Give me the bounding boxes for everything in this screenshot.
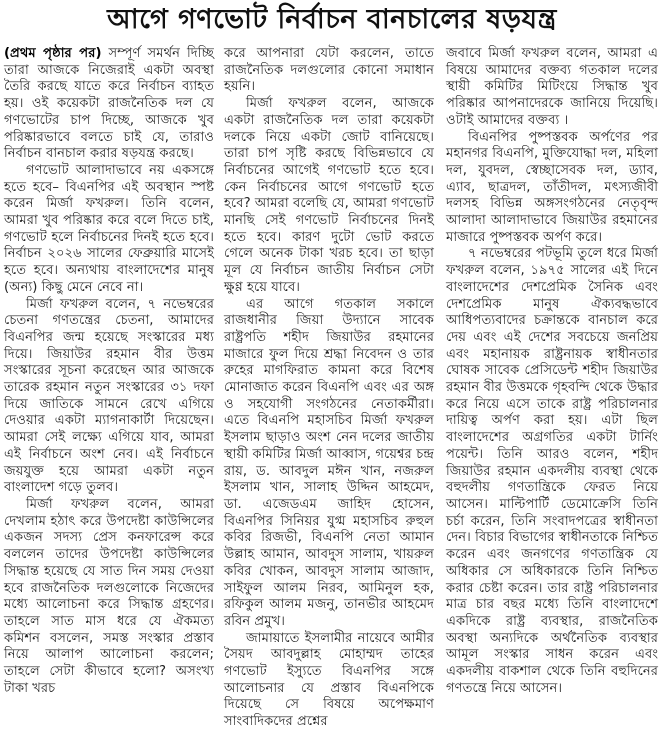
continued-from-label: (প্রথম পৃষ্ঠার পর) [4, 46, 102, 61]
article-paragraph: জামায়াতে ইসলামীর নায়েবে আমীর সৈয়দ আবদুল্লাহ মোহাম্মদ তাহের গণভোট ইস্যুতে বিএনপির সঙ্গে আলোচনার যে প্রস্তাব বিএনপিকে দিয়েছে সে বিষয়ে অপেক্ষমাণ সাংবাদিকদের প্রশ্নের [224, 630, 434, 730]
article-paragraph: জবাবে মির্জা ফখরুল বলেন, আমরা এ বিষয়ে আমাদের বক্তব্য গতকাল দলের স্থায়ী কমিটির মিটিংয়ে সিদ্ধান্ত খুব পরিষ্কার আপনাদেরকে জানিয়ে দিয়েছি। ওটাই আমাদের বক্তব্য । [446, 46, 658, 128]
article-column-3 [446, 46, 658, 706]
headline: আগে গণভোট নির্বাচন বানচালের ষড়যন্ত্র [107, 4, 557, 35]
article-column-1 [4, 46, 214, 706]
article-paragraph [4, 46, 214, 163]
article-paragraph: এর আগে গতকাল সকালে রাজধানীর জিয়া উদ্যানে সাবেক রাষ্ট্রপতি শহীদ জিয়াউর রহমানের মাজারে ফুল দিয়ে শ্রদ্ধা নিবেদন ও তার রুহের মাগফিরাত কামনা করে বিশেষ মোনাজাত করেন বিএনপি এবং এর অঙ্গ ও সহযোগী সংগঠনের নেতাকর্মীরা। এতে বিএনপি মহাসচিব মির্জা ফখরুল ইসলাম ছাড়াও অংশ নেন দলের জাতীয় স্থায়ী কমিটির মির্জা আব্বাস, গয়েশ্বর চন্দ্র রায়, ড. আবদুল মঈন খান, নজরুল ইসলাম খান, সালাহ উদ্দিন আহমেদ, ডা. এজেডএম জাহিদ হোসেন, বিএনপির সিনিয়র যুগ্ম মহাসচিব রুহুল কবির রিজভী, বিএনপি নেতা আমান উল্লাহ আমান, আবদুস সালাম, খায়রুল কবির খোকন, আবদুস সালাম আজাদ, সাইফুল আলম নিরব, আমিনুল হক, রফিকুল আলম মজনু, তানভীর আহমেদ রবিন প্রমুখ। [224, 296, 434, 629]
article-paragraph: মির্জা ফখরুল বলেন, আজকে একটা রাজনৈতিক দল তারা কয়েকটা দলকে নিয়ে একটা জোট বানিয়েছে। তারা চাপ সৃষ্টি করছে বিভিন্নভাবে যে নির্বাচনের আগেই গণভোট হতে হবে। কেন নির্বাচনের আগে গণভোট হতে হবে? আমরা বলেছি যে, আমরা গণভোট মানছি সেই গণভোট নির্বাচনের দিনই হতে হবে। কারণ দুটো ভোট করতে গেলে অনেক টাকা খরচ হবে। তা ছাড়া মূল যে নির্বাচন জাতীয় নির্বাচন সেটা ক্ষুণ্ণ হয়ে যাবে। [224, 96, 434, 295]
article-column-2 [224, 46, 434, 730]
article-paragraph: বিএনপির পুষ্পস্তবক অর্পণের পর মহানগর বিএনপি, মুক্তিযোদ্ধা দল, মহিলা দল, যুবদল, স্বেচ্ছাসেবক দল, ড্যাব, এ্যাব, ছাত্রদল, তাঁতীদল, মৎস্যজীবী দলসহ বিভিন্ন অঙ্গসংগঠনের নেতৃবৃন্দ আলাদা আলাদাভাবে জিয়াউর রহমানের মাজারে পুষ্পস্তবক অর্পণ করে। [446, 129, 658, 245]
article-paragraph: মির্জা ফখরুল বলেন, ৭ নভেম্বরের চেতনা গণতন্ত্রের চেতনা, আমাদের বিএনপির জন্ম হয়েছে সংস্কারের মধ্য দিয়ে। জিয়াউর রহমান বীর উত্তম সংস্কারের সূচনা করেছেন আর আজকে তারেক রহমান নতুন সংস্কারের ৩১ দফা দিয়ে জাতিকে সামনে রেখে এগিয়ে দেওয়ার একটা ম্যাগনাকার্টা দিয়েছেন। আমরা সেই লক্ষ্যে এগিয়ে যাব, আমরা এই নির্বাচনে অংশ নেব। এই নির্বাচনে জয়যুক্ত হয়ে আমরা একটা নতুন বাংলাদেশ গড়ে তুলব। [4, 296, 214, 496]
article-paragraph: গণভোট আলাদাভাবে নয় একসঙ্গে হতে হবে– বিএনপির এই অবস্থান স্পষ্ট করেন মির্জা ফখরুল। তিনি বলেন, আমরা খুব পরিষ্কার করে বলে দিতে চাই, গণভোট হলে নির্বাচনের দিনই হতে হবে। নির্বাচন ২০২৬ সালের ফেব্রুয়ারি মাসেই হতে হবে। অন্যথায় বাংলাদেশের মানুষ (অন্য) কিছু মেনে নেবে না। [4, 162, 214, 295]
article-paragraph: মির্জা ফখরুল বলেন, আমরা দেখলাম হঠাৎ করে উপদেষ্টা কাউন্সিলের একজন সদস্য প্রেস কনফারেন্স করে বললেন তাদের উপদেষ্টা কাউন্সিলের সিদ্ধান্ত হয়েছে যে সাত দিন সময় দেওয়া হবে রাজনৈতিক দলগুলোকে নিজেদের মধ্যে আলোচনা করে সিদ্ধান্ত গ্রহণের। তাহলে সাত মাস ধরে যে ঐকমত্য কমিশন বসলেন, সমস্ত সংস্কার প্রস্তাব নিয়ে আলাপ আলোচনা করলেন; তাহলে সেটা কীভাবে হলো? অসংখ্য টাকা খরচ [4, 496, 214, 696]
paragraph-text: সম্পূর্ণ সমর্থন দিচ্ছি তারা আজকে নিজেরাই একটা অবস্থা তৈরি করছে যাতে করে নির্বাচন ব্যাহত হয়। ওই কয়েকটা রাজনৈতিক দল যে গণভোটের চাপ দিচ্ছে, আজকে খুব পরিষ্কারভাবে বলতে চাই যে, তারাও নির্বাচন বানচাল করার ষড়যন্ত্র করছে। [4, 46, 214, 162]
article-paragraph: ৭ নভেম্বরের পটভূমি তুলে ধরে মির্জা ফখরুল বলেন, ১৯৭৫ সালের এই দিনে বাংলাদেশের দেশপ্রেমিক সৈনিক এবং দেশপ্রেমিক মানুষ ঐক্যবদ্ধভাবে আধিপত্যবাদের চক্রান্তকে বানচাল করে দেয় এবং এই দেশের সবচেয়ে জনপ্রিয় এবং মহানায়ক রাষ্ট্রনায়ক স্বাধীনতার ঘোষক সাবেক প্রেসিডেন্ট শহীদ জিয়াউর রহমান বীর উত্তমকে গৃহবন্দি থেকে উদ্ধার করে নিয়ে এসে তাকে রাষ্ট্র পরিচালনার দায়িত্ব অর্পণ করা হয়। এটা ছিল বাংলাদেশের অগ্রগতির একটা টার্নিং পয়েন্ট। তিনি আরও বলেন, শহীদ জিয়াউর রহমান একদলীয় ব্যবস্থা থেকে বহুদলীয় গণতান্ত্রিকে ফেরত নিয়ে আসেন। মাল্টিপার্টি ডেমোক্রেসি তিনি চর্চা করেন, তিনি সংবাদপত্রের স্বাধীনতা দেন। বিচার বিভাগের স্বাধীনতাকে নিশ্চিত করেন এবং জনগণের গণতান্ত্রিক যে অধিকার সে অধিকারকে তিনি নিশ্চিত করার চেষ্টা করেন। তার রাষ্ট্র পরিচালনার মাত্র চার বছর মধ্যে তিনি বাংলাদেশে একদিকে রাষ্ট্র ব্যবস্থার, রাজনৈতিক অবস্থা অন্যদিকে অর্থনৈতিক ব্যবস্থার আমূল সংস্কার সাধন করেন এবং একদলীয় বাকশাল থেকে তিনি বহুদিনের গণতন্ত্রে নিয়ে আসেন। [446, 246, 658, 696]
article-paragraph: করে আপনারা যেটা করলেন, তাতে রাজনৈতিক দলগুলোর কোনো সমাধান হয়নি। [224, 46, 434, 95]
